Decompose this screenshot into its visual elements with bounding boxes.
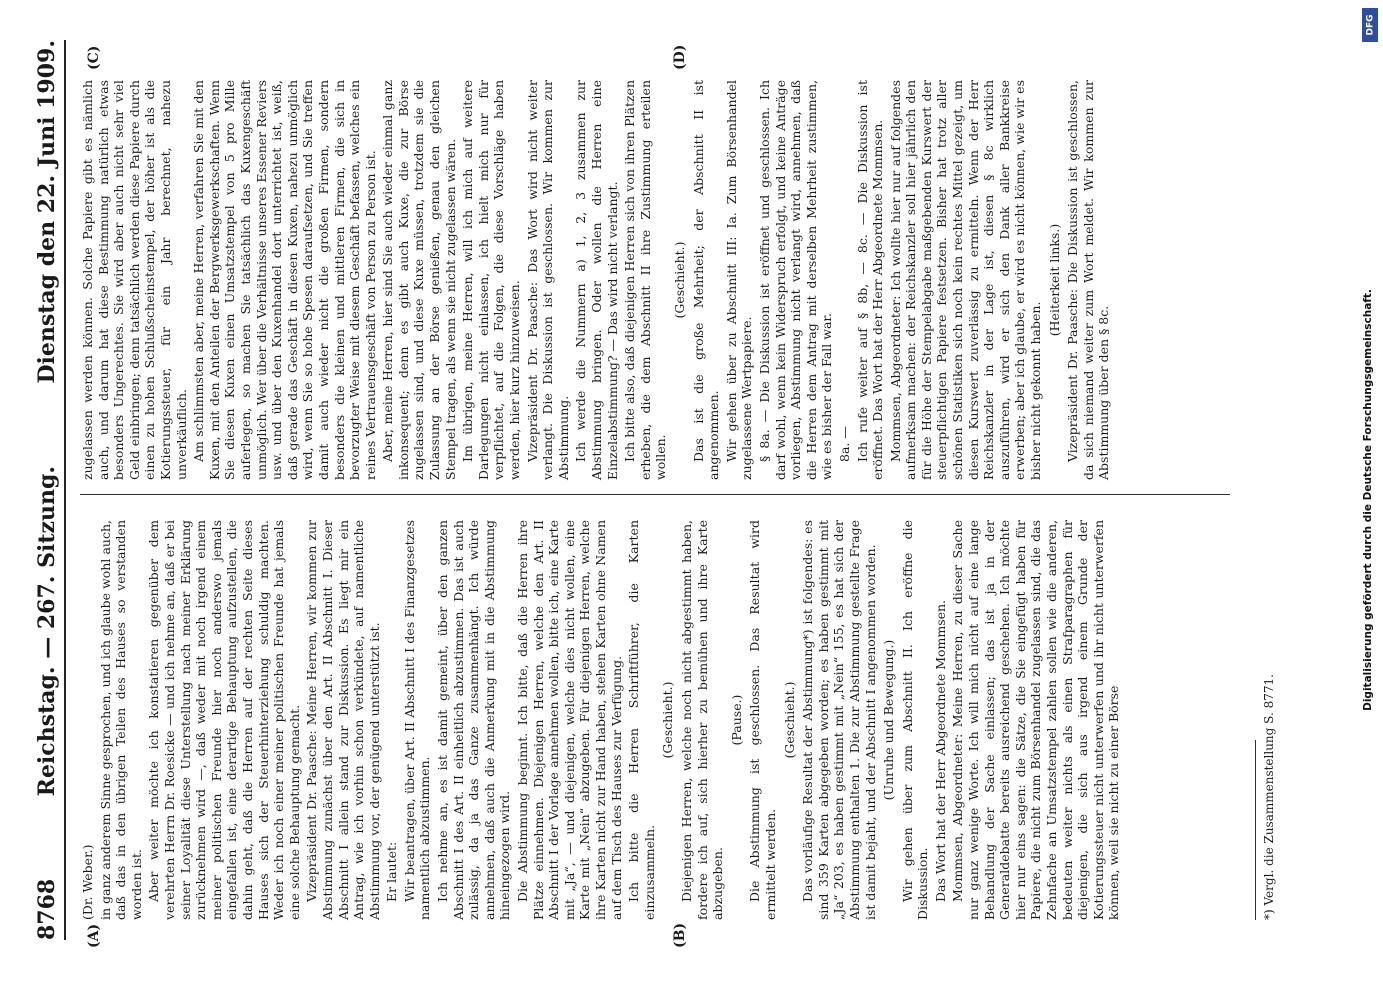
paragraph: Er lautet: — [384, 841, 400, 902]
paragraph: (Pause.) — [728, 694, 744, 746]
paragraph: Wir gehen über zum Abschnitt II. Ich eröffne die Diskussion. — [899, 520, 931, 920]
footnote-rule — [1255, 740, 1256, 920]
paragraph: Im übrigen, meine Herren, will ich mich auf weitere Darlegungen nicht einlassen, ich hielt mich nur für verpflichtet, auf die Folgen, die diese Vorschläge haben werden, hier kurz hinzuweisen. — [460, 80, 523, 480]
paragraph: Das vorläufige Resultat der Abstimmung*) ist folgendes: es sind 359 Karten abgegeben worden; es haben gestimmt mit „Ja“ 203, es haben gestimmt mit „Nein“ 155, es hat sich der Abstimmung enthalten 1. Die zur Abstimmung gestellte Frage ist damit bejaht, und der Abschnitt I angenommen worden. — [800, 520, 878, 920]
paragraph: Mommsen, Abgeordneter: Ich wollte hier nur auf folgendes aufmerksam machen: der Reichskanzler soll hier jährlich den für die Höhe der Stempelabgabe maßgebenden Kurswert der steuerpflichtigen Papiere festsetzen. Bisher hat trotz aller schönen Statistiken sich noch kein rechtes Mittel gezeigt, um diesen Kurswert zuverlässig zu ermitteln. Wenn der Herr Reichskanzler in der Lage ist, diesen § 8c wirklich auszuführen, wird er sich den Dank aller Bankkreise erwerben; aber ich glaube, er wird es nicht können, wie wir es bisher nicht gekonnt haben. — [887, 80, 1044, 480]
paragraph: Ich rufe weiter auf § 8b, — 8c. — Die Diskussion ist eröffnet. Das Wort hat der Herr Abgeordnete Mommsen. — [854, 80, 886, 480]
dfg-logo: DFG — [1362, 8, 1378, 42]
paragraph: (Geschieht.) — [671, 241, 687, 319]
margin-label-b: (B) — [672, 922, 688, 948]
paragraph: (Geschieht.) — [781, 681, 797, 759]
paragraph: 8a. — — [836, 426, 852, 462]
paragraph: in ganz anderem Sinne gesprochen, und ich glaube wohl auch, daß das in den übrigen Teilen des Hauses so verstanden worden ist. — [97, 520, 144, 920]
margin-label-a: (A) — [86, 923, 102, 948]
header-rule — [64, 40, 66, 940]
paragraph: Mommsen, Abgeordneter: Meine Herren, zu dieser Sache nur ganz wenige Worte. Ich will mich nicht auf eine lange Behandlung der Sache einlassen; das ist ja in der Generaldebatte bereits ausreichend geschehen. Ich möchte hier nur eins sagen: die Sätze, die Sie eingefügt haben für Papiere, die nicht zum Börsenhandel zugelassen sind, die das Zehnfache an Umsatzstempel zahlen sollen wie die anderen, bedeuten weiter nichts als einen Strafparagraphen für diejenigen, die sich aus irgend einem Grunde der Kotierungssteuer nicht unterwerfen und ihr nicht unterwerfen können, weil sie nicht zu einer Börse — [950, 520, 1122, 920]
page-number: 8768 — [34, 878, 60, 940]
paragraph: Vizepräsident Dr. Paasche: Meine Herren, wir kommen zur Abstimmung zunächst über den Art. II Abschnitt I. Dieser Abschnitt I allein stand zur Diskussion. Es liegt mir ein Antrag, wie ich vorhin schon verkündete, auf namentliche Abstimmung vor, der genügend unterstützt ist. — [304, 520, 382, 920]
paragraph: Wir gehen über zu Abschnitt III: Ia. Zum Börsenhandel zugelassene Wertpapiere. — [723, 80, 755, 480]
margin-label-c: (C) — [86, 45, 102, 70]
session-date: Dienstag den 22. Juni 1909. — [34, 40, 60, 384]
paragraph: Wir beantragen, über Art. II Abschnitt I des Finanzgesetzes namentlich abzustimmen. — [401, 520, 433, 920]
footnote: *) Vergl. die Zusammenstellung S. 8771. — [1262, 674, 1276, 920]
paragraph: (Dr. Weber.) — [80, 844, 95, 920]
paragraph: Die Abstimmung beginnt. Ich bitte, daß die Herren ihre Plätze einnehmen. Diejenigen Herren, welche den Art. II Abschnitt I der Vorlage annehmen wollen, bitte ich, eine Karte mit „Ja“, — und diejenigen, welche dies nicht wollen, eine Karte mit „Nein“ abzugeben. Für diejenigen Herren, welche ihre Karten nicht zur Hand haben, stehen Karten ohne Namen auf dem Tisch des Hauses zur Verfügung. — [515, 520, 624, 920]
paragraph: Ich bitte also, daß diejenigen Herren sich von ihren Plätzen erheben, die dem Abschnitt II ihre Zustimmung erteilen wollen. — [622, 80, 669, 480]
margin-label-d: (D) — [672, 44, 688, 70]
left-column — [80, 520, 1124, 920]
paragraph: Vizepräsident Dr. Paasche: Die Diskussion ist geschlossen, da sich niemand weiter zum Wort meldet. Wir kommen zur Abstimmung über den § 8c. — [1065, 80, 1112, 480]
paragraph: Ich bitte die Herren Schriftführer, die Karten einzusammeln. — [626, 520, 657, 920]
paragraph: Am schlimmsten aber, meine Herren, verfahren Sie mit den Kuxen, mit den Anteilen der Bergwerksgewerkschaften. Wenn Sie diesen Kuxen einen Umsatzstempel von 5 pro Mille auferlegen, so machen Sie tatsächlich das Kuxengeschäft unmöglich. Wer über die Verhältnisse unseres Essener Reviers usw. und über den Kuxenhandel dort unterrichtet ist, weiß, daß gerade das Geschäft in diesen Kuxen, nahezu unmöglich wird, wenn Sie so hohe Spesen daraufsetzen, und Sie treffen damit auch wieder nicht die großen Firmen, sondern besonders die kleinen und mittleren Firmen, die sich in bevorzugter Weise mit diesem Geschäft befassen, welches ein reines Vertrauensgeschäft von Person zu Person ist. — [191, 80, 378, 480]
paragraph: (Geschieht.) — [660, 681, 676, 759]
paragraph: Ich nehme an, es ist damit gemeint, über den ganzen Abschnitt I des Art. II einheitlich abzustimmen. Das ist auch zulässig, da ja das Ganze zusammenhängt. Ich würde annehmen, daß auch die Anmerkung mit in die Abstimmung hineingezogen wird. — [435, 520, 513, 920]
paragraph: Das Wort hat der Herr Abgeordnete Mommsen. — [932, 599, 948, 902]
paragraph: Diejenigen Herren, welche noch nicht abgestimmt haben, fordere ich auf, sich hierher zu bemühen und ihre Karte abzugeben. — [678, 520, 726, 920]
paragraph: Das ist die große Mehrheit; der Abschnitt II ist angenommen. — [690, 80, 722, 480]
paragraph: Aber, meine Herren, hier sind Sie auch wieder einmal ganz inkonsequent; denn es gibt auch Kuxe, die zur Börse zugelassen sind, und diese Kuxe müssen, trotzdem sie die Zulassung an der Börse genießen, genau den gleichen Stempel tragen, als wenn sie nicht zugelassen wären. — [380, 80, 458, 480]
page-header — [20, 40, 60, 940]
paragraph: zugelassen werden können. Solche Papiere gibt es nämlich auch, und darum hat diese Bestimmung natürlich etwas besonders Ungerechtes. Sie wird aber auch nicht sehr viel Geld einbringen; denn tatsächlich werden diese Papiere durch einen zu hohen Schlußscheinstempel, der höher ist als die Kotierungssteuer, für ein Jahr berechnet, nahezu unverkäuflich. — [80, 80, 189, 480]
paragraph: Ich werde die Nummern a) 1, 2, 3 zusammen zur Abstimmung bringen. Oder wollen die Herren eine Einzelabstimmung? — Das wird nicht verlangt. — [573, 80, 620, 480]
right-column — [80, 80, 1114, 480]
column-divider — [80, 494, 1230, 495]
paragraph: Die Abstimmung ist geschlossen. Das Resultat wird ermittelt werden. — [747, 520, 778, 920]
page-title: Reichstag. — 267. Sitzung. — [34, 465, 60, 797]
paragraph: § 8a. — Die Diskussion ist eröffnet und geschlossen. Ich darf wohl, wenn kein Widerspruch erfolgt, und keine Anträge vorliegen, Abstimmung nicht verlangt wird, annehmen, daß die Herren dem Antrag mit derselben Mehrheit zustimmen, wie es bisher der Fall war. — [756, 80, 835, 480]
paragraph: (Unruhe und Bewegung.) — [881, 639, 897, 801]
digitization-credit: Digitalisierung gefördert durch die Deutsche Forschungsgemeinschaft. — [1362, 289, 1375, 711]
paragraph: (Heiterkeit links.) — [1046, 223, 1062, 337]
paragraph: Aber weiter möchte ich konstatieren gegenüber dem verehrten Herrn Dr. Roesicke — und ich nehme an, daß er bei seiner Loyalität diese Unterstellung nach meiner Erklärung zurücknehmen wird —, daß weder mit noch irgend einem meiner politischen Freunde hier noch anderswo jemals eingefallen ist, eine derartige Behauptung aufzustellen, die dahin geht, daß die Herren auf der rechten Seite dieses Hauses sich der Steuerhinterziehung schuldig machten. Weder ich noch einer meiner politischen Freunde hat jemals eine solche Behauptung gemacht. — [146, 520, 302, 920]
paragraph: Vizepräsident Dr. Paasche: Das Wort wird nicht weiter verlangt. Die Diskussion ist geschlossen. Wir kommen zur Abstimmung. — [524, 80, 571, 480]
